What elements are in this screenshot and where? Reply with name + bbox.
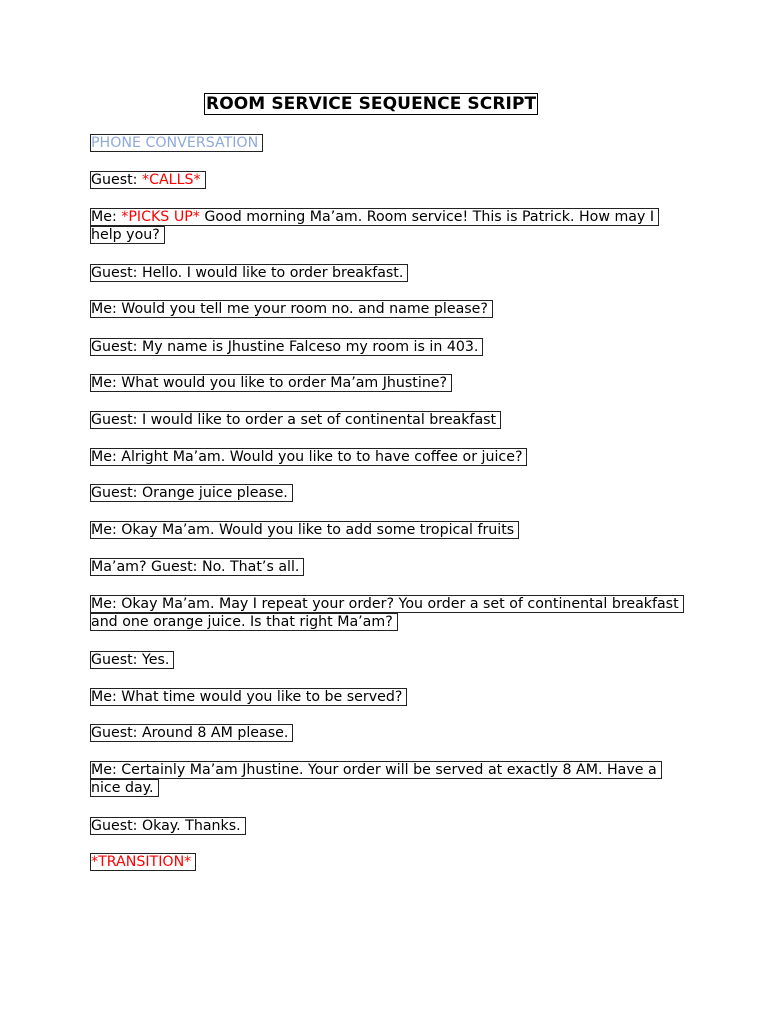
script-line-text: Me: What time would you like to be served?: [90, 688, 407, 706]
speaker-prefix: Me:: [91, 209, 122, 225]
script-line-12: [90, 651, 174, 669]
script-line-10: [90, 558, 304, 576]
script-line-text: Guest: My name is Jhustine Falceso my room is in 403.: [90, 338, 483, 356]
script-line-text: Guest: Yes.: [90, 651, 174, 669]
script-line-text: Ma’am? Guest: No. That’s all.: [90, 558, 304, 576]
script-line-4: [90, 338, 483, 356]
script-line-box: [90, 208, 659, 244]
script-line-text: Me: Alright Ma’am. Would you like to to have coffee or juice?: [90, 448, 527, 466]
transition-line: [90, 853, 196, 871]
script-line-13: [90, 688, 407, 706]
transition-label: *TRANSITION*: [90, 853, 196, 871]
script-line-text: Guest: Orange juice please.: [90, 484, 293, 502]
stage-direction: *PICKS UP*: [121, 209, 200, 225]
script-line-7: [90, 448, 527, 466]
line-text: Good morning Ma’am. Room service! This is Patrick. How may I help you?: [91, 209, 655, 243]
script-line-14: [90, 724, 293, 742]
script-line-9: [90, 521, 519, 539]
script-line-text: Guest: Hello. I would like to order breakfast.: [90, 264, 408, 282]
script-line-11: [90, 595, 680, 631]
script-line-5: [90, 374, 452, 392]
section-label: [90, 134, 263, 152]
script-line-text: Guest: I would like to order a set of continental breakfast: [90, 411, 501, 429]
script-line-3: [90, 300, 493, 318]
script-line-6: [90, 411, 501, 429]
script-line-text: Guest: Around 8 AM please.: [90, 724, 293, 742]
script-line-2: [90, 264, 408, 282]
script-line-text: Me: Okay Ma’am. May I repeat your order? You order a set of continental breakfast and one orange juice. Is that right Ma’am?: [90, 595, 684, 631]
document-title: ROOM SERVICE SEQUENCE SCRIPT: [206, 94, 537, 114]
script-line-text: Guest: Okay. Thanks.: [90, 817, 246, 835]
script-line-16: [90, 817, 246, 835]
section-label-text: PHONE CONVERSATION: [90, 134, 263, 152]
script-line-1: [90, 208, 680, 244]
script-line-text: Me: Would you tell me your room no. and name please?: [90, 300, 493, 318]
script-line-15: [90, 761, 680, 797]
script-line-8: [90, 484, 293, 502]
script-line-text: Me: Certainly Ma’am Jhustine. Your order will be served at exactly 8 AM. Have a nice day.: [90, 761, 662, 797]
stage-direction: *CALLS*: [141, 172, 201, 188]
speaker-prefix: Guest:: [91, 172, 142, 188]
script-line-0: [90, 171, 206, 189]
script-line-text: Me: What would you like to order Ma’am Jhustine?: [90, 374, 452, 392]
script-line-box: [90, 171, 206, 189]
script-line-text: Me: Okay Ma’am. Would you like to add some tropical fruits: [90, 521, 519, 539]
